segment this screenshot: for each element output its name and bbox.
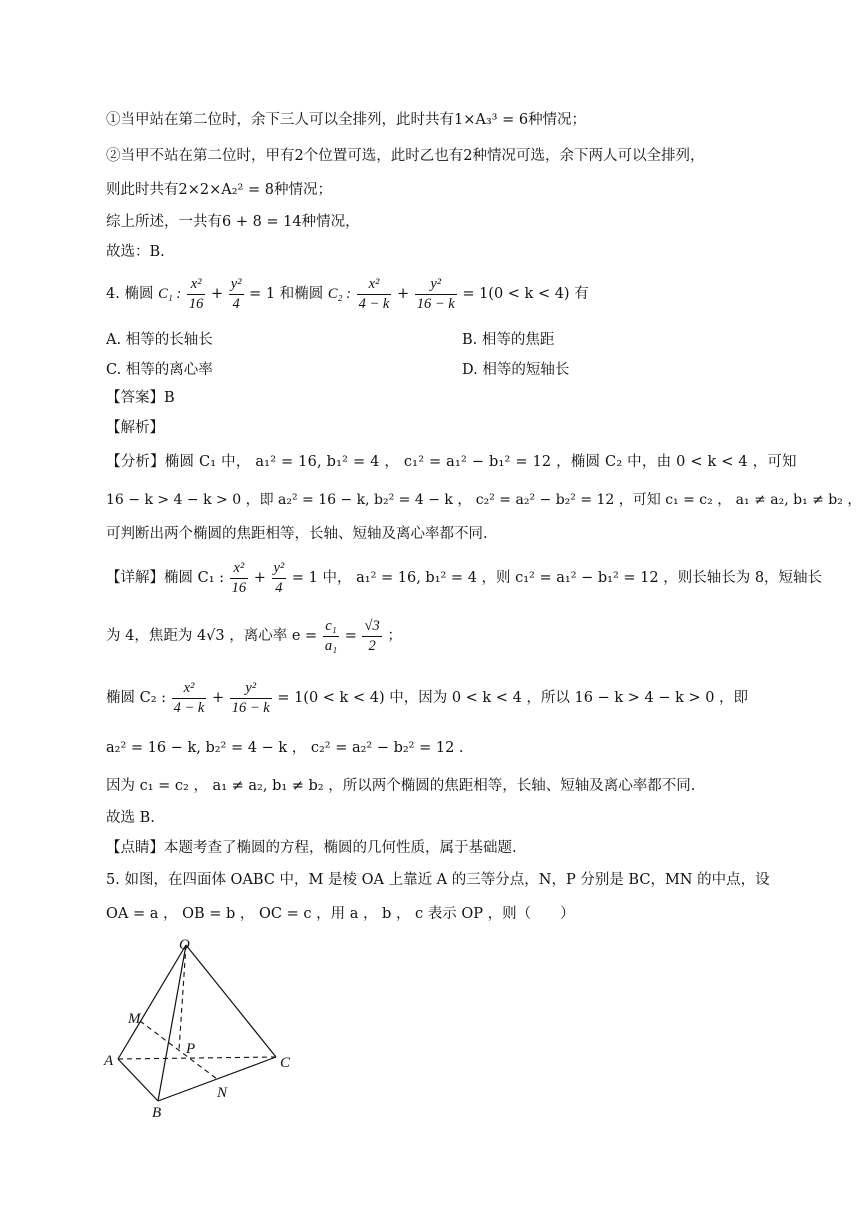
label-m: M: [128, 1011, 141, 1027]
option-a: A. 相等的长轴长: [106, 332, 213, 348]
label-a: A: [104, 1053, 114, 1069]
edge-ac: [118, 1057, 276, 1059]
num: y²: [272, 559, 287, 579]
option-d: D. 相等的短轴长: [462, 362, 570, 378]
detail-rest: = 1 中， a₁² = 16, b₁² = 4 ，则 c₁² = a₁² − b₁² = 12 ，则长轴长为 8，短轴长: [291, 570, 823, 586]
den: 4: [232, 295, 240, 312]
detail-line5: 因为 c₁ = c₂ ， a₁ ≠ a₂, b₁ ≠ b₂ ，所以两个椭圆的焦距相等，长轴、短轴及离心率都不同.: [106, 778, 696, 794]
q4-eq1: = 1 和椭圆: [249, 286, 324, 302]
num: x²: [357, 275, 392, 295]
summary-text: 综上所述，一共有6 + 8 = 14种情况，: [106, 214, 360, 230]
num: x²: [172, 679, 207, 699]
frac-x2-4k: [357, 275, 392, 314]
den: 4 − k: [358, 295, 390, 312]
den: 2: [368, 637, 376, 654]
num: y²: [415, 275, 457, 295]
label-c: C: [280, 1055, 291, 1071]
detail3-prefix: 椭圆 C₂ :: [106, 690, 167, 706]
eq-sign: =: [344, 628, 357, 644]
detail3-rest: = 1(0 < k < 4) 中，因为 0 < k < 4 ，所以 16 − k > 4 − k > 0 ，即: [277, 690, 749, 706]
semicolon: ；: [387, 628, 402, 644]
frac-y2-16k: [230, 679, 272, 718]
den: 4: [275, 579, 283, 596]
frac-c1-a1: [323, 617, 339, 656]
fenxi-line1: 【分析】椭圆 C₁ 中， a₁² = 16, b₁² = 4 ， c₁² = a₁² − b₁² = 12 ，椭圆 C₂ 中，由 0 < k < 4 ，可知: [106, 454, 797, 470]
case1-text: ①当甲站在第二位时，余下三人可以全排列，此时共有1×A₃³ = 6种情况；: [106, 112, 587, 128]
den: 16: [188, 295, 204, 312]
q5-line2: OA = a ， OB = b ， OC = c ，用 a ， b ， c 表示 OP ，则（ ）: [106, 906, 575, 922]
option-c: C. 相等的离心率: [106, 362, 213, 378]
q4-c2: C₂ :: [327, 286, 351, 302]
q4-prefix: 4. 椭圆: [106, 286, 154, 302]
detail-prefix: 【详解】椭圆 C₁ :: [106, 570, 225, 586]
label-p: P: [186, 1041, 196, 1057]
label-n: N: [217, 1085, 228, 1101]
option-b: B. 相等的焦距: [462, 332, 555, 348]
jiexi-label: 【解析】: [106, 420, 164, 436]
num: c₁: [323, 617, 339, 637]
plus: +: [253, 570, 266, 586]
den: 16 − k: [416, 295, 455, 312]
den: 4 − k: [173, 699, 205, 716]
frac-y2-4: [272, 559, 287, 598]
frac-x2-16: [230, 559, 249, 598]
dianjing-text: 【点睛】本题考查了椭圆的方程，椭圆的几何性质，属于基础题.: [106, 840, 517, 856]
den: 16: [231, 579, 247, 596]
q4-eq2: = 1(0 < k < 4) 有: [462, 286, 589, 302]
frac-sqrt3-2: [362, 617, 381, 656]
frac-x2-16: [187, 275, 206, 314]
detail-line2: [106, 614, 402, 658]
choice-text: 故选 B.: [106, 810, 155, 826]
case2-text: ②当甲不站在第二位时，甲有2个位置可选，此时乙也有2种情况可选，余下两人可以全排列，: [106, 148, 705, 164]
num: y²: [229, 275, 244, 295]
tetrahedron-figure: [100, 935, 310, 1130]
edge-ab: [118, 1059, 158, 1101]
segment-op: [179, 945, 186, 1050]
fenxi-line3: 可判断出两个椭圆的焦距相等，长轴、短轴及离心率都不同.: [106, 526, 488, 542]
detail-line1: [106, 556, 822, 600]
num: x²: [230, 559, 249, 579]
edge-oc: [186, 945, 276, 1057]
plus: +: [210, 286, 224, 302]
q5-line1: 5. 如图，在四面体 OABC 中，M 是棱 OA 上靠近 A 的三等分点，N，P 分别是 BC，MN 的中点，设: [106, 872, 770, 888]
label-o: O: [179, 937, 190, 953]
plus: +: [211, 690, 225, 706]
den: a₁: [324, 637, 338, 654]
frac-y2-16k: [415, 275, 457, 314]
choice3-text: 故选：B.: [106, 244, 165, 260]
q4-c1: C₁ :: [158, 286, 182, 302]
num: y²: [230, 679, 272, 699]
detail2-text: 为 4，焦距为 4√3 ，离心率 e =: [106, 628, 318, 644]
frac-y2-4: [229, 275, 244, 314]
fenxi-line2: 16 − k > 4 − k > 0 ，即 a₂² = 16 − k, b₂² = 4 − k ， c₂² = a₂² − b₂² = 12 ，可知 c₁ = c₂ ， a₁ ≠ a₂, b₁ ≠ b₂ ，: [106, 492, 862, 508]
label-b: B: [152, 1105, 162, 1121]
answer-label: 【答案】B: [106, 390, 175, 406]
num: √3: [362, 617, 381, 637]
q4-stem: [106, 272, 589, 316]
num: x²: [187, 275, 206, 295]
detail-line4: a₂² = 16 − k, b₂² = 4 − k ， c₂² = a₂² − b₂² = 12 .: [106, 740, 464, 756]
plus: +: [396, 286, 410, 302]
detail-line3: [106, 676, 748, 720]
segment-mn: [140, 1021, 217, 1079]
den: 16 − k: [231, 699, 270, 716]
case2b-text: 则此时共有2×2×A₂² = 8种情况；: [106, 182, 332, 198]
frac-x2-4k: [172, 679, 207, 718]
